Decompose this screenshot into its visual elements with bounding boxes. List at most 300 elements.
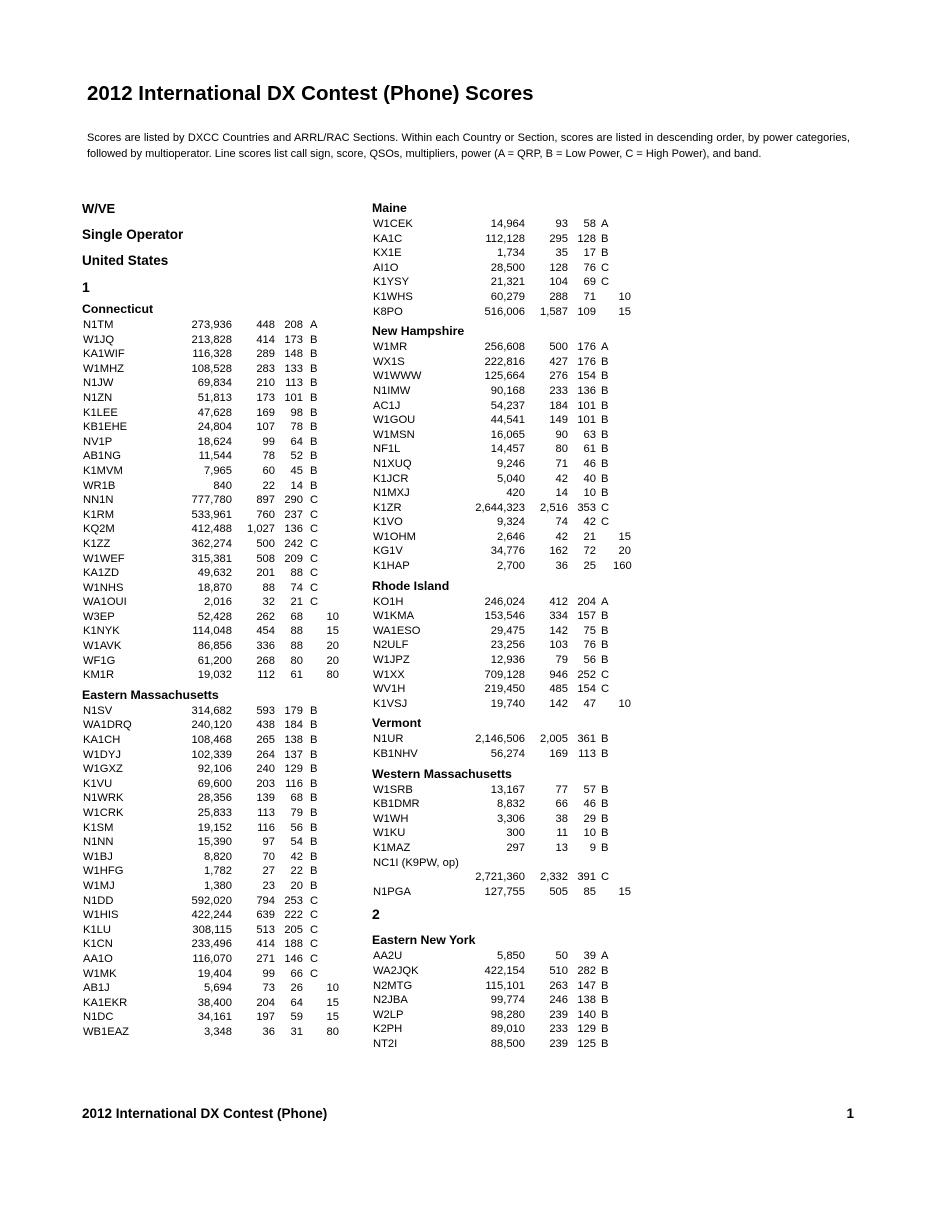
- mult: 10: [583, 487, 596, 500]
- mult: 21: [583, 530, 596, 543]
- call-sign: AA1O: [83, 952, 113, 965]
- score: 108,468: [191, 734, 232, 747]
- score: 5,040: [497, 472, 525, 485]
- qso: 240: [256, 763, 275, 776]
- qso: 760: [256, 508, 275, 521]
- qso: 1,587: [540, 305, 568, 318]
- mult: 76: [583, 261, 596, 274]
- mult: 176: [577, 355, 596, 368]
- power-category: C: [310, 508, 319, 521]
- power-category: B: [310, 362, 318, 375]
- power-category: C: [310, 923, 319, 936]
- score: 314,682: [191, 704, 232, 717]
- power-category: B: [310, 435, 318, 448]
- mult: 88: [290, 625, 303, 638]
- score-row: [82, 347, 344, 362]
- score-row: [82, 996, 344, 1011]
- score-row: [372, 870, 642, 885]
- band: 20: [618, 545, 631, 558]
- call-sign: W1JPZ: [373, 654, 410, 667]
- qso: 1,027: [247, 523, 275, 536]
- call-sign: WX1S: [373, 355, 405, 368]
- score-row: [372, 501, 642, 516]
- mult: 147: [577, 979, 596, 992]
- call-sign: KA1WIF: [83, 348, 125, 361]
- score: 18,870: [197, 581, 232, 594]
- mult: 116: [285, 777, 303, 790]
- call-sign: WF1G: [83, 654, 116, 667]
- footer-title: 2012 International DX Contest (Phone): [82, 1106, 328, 1121]
- score: 2,016: [204, 596, 232, 609]
- score-row: [372, 384, 642, 399]
- score: 44,541: [490, 414, 525, 427]
- qso: 265: [256, 734, 275, 747]
- score-row: [82, 406, 344, 421]
- power-category: C: [601, 683, 610, 696]
- score: 112,128: [485, 232, 525, 245]
- call-sign: N1SV: [83, 704, 113, 717]
- qso: 412: [549, 595, 568, 608]
- qso: 184: [549, 399, 568, 412]
- mult: 209: [284, 552, 303, 565]
- qso: 142: [549, 624, 568, 637]
- qso: 99: [262, 967, 275, 980]
- mult: 17: [583, 247, 596, 260]
- mult: 59: [290, 1011, 303, 1024]
- score-row: [82, 952, 344, 967]
- score-row: [82, 595, 344, 610]
- score: 3,306: [497, 812, 525, 825]
- score: 273,936: [191, 319, 232, 331]
- power-category: B: [601, 610, 609, 623]
- qso: 334: [549, 610, 568, 623]
- mult: 31: [290, 1025, 303, 1038]
- mult: 208: [284, 319, 303, 331]
- power-category: B: [310, 464, 318, 477]
- score: 516,006: [484, 305, 525, 318]
- power-category: B: [601, 798, 609, 811]
- score: 25,833: [197, 807, 232, 819]
- call-sign: WV1H: [373, 683, 406, 696]
- score-row: [82, 937, 344, 952]
- score-row: [82, 908, 344, 923]
- score-row: [372, 486, 642, 501]
- score: 412,488: [191, 523, 232, 536]
- score-row: [372, 885, 642, 900]
- qso: 112: [257, 669, 275, 682]
- call-sign: N1NN: [83, 836, 114, 849]
- score-row: [372, 595, 642, 610]
- call-sign: W1DYJ: [83, 748, 121, 761]
- call-sign: N1MXJ: [373, 487, 410, 500]
- mult: 133: [284, 362, 303, 375]
- score: 60,279: [490, 290, 525, 303]
- score-row: [372, 638, 642, 653]
- qso: 454: [256, 625, 275, 638]
- power-category: C: [601, 276, 610, 289]
- call-sign: K1WHS: [373, 290, 413, 303]
- mult: 56: [290, 821, 303, 834]
- power-category: C: [310, 967, 319, 980]
- call-sign: W1MHZ: [83, 362, 125, 375]
- mult: 148: [284, 348, 303, 361]
- call-sign: KB1EHE: [83, 421, 128, 434]
- mult: 74: [290, 581, 303, 594]
- qso: 2,516: [540, 501, 568, 514]
- call-sign: W1JQ: [83, 333, 115, 346]
- mult: 113: [285, 377, 303, 390]
- power-category: B: [310, 734, 318, 747]
- call-sign: KA1CH: [83, 734, 121, 747]
- score: 38,400: [197, 996, 232, 1009]
- score: 88,500: [490, 1037, 525, 1050]
- score: 422,244: [191, 909, 232, 922]
- score-row: [372, 797, 642, 812]
- call-sign: N1TM: [83, 319, 114, 331]
- call-sign: N1JW: [83, 377, 114, 390]
- power-category: B: [601, 355, 609, 368]
- score-row: [82, 967, 344, 982]
- score: 9,246: [497, 457, 525, 470]
- qso: 268: [256, 654, 275, 667]
- score-row: [372, 841, 642, 856]
- mult: 154: [577, 370, 596, 383]
- qso: 414: [256, 938, 275, 951]
- qso: 22: [262, 479, 275, 492]
- score: 5,850: [497, 950, 525, 963]
- call-sign: W1MR: [373, 341, 408, 354]
- score: 61,200: [197, 654, 232, 667]
- score: 28,356: [197, 792, 232, 805]
- mult: 71: [583, 290, 596, 303]
- call-sign: N2MTG: [373, 979, 413, 992]
- score-row: [82, 479, 344, 494]
- call-sign: K1VSJ: [373, 697, 408, 710]
- left-sections: [82, 301, 344, 1040]
- score-row: [372, 428, 642, 443]
- mult: 45: [290, 464, 303, 477]
- score: 49,632: [197, 567, 232, 580]
- power-category: C: [310, 952, 319, 965]
- score-row: [372, 949, 642, 964]
- call-sign: N1DD: [83, 894, 114, 907]
- score: 69,600: [197, 777, 232, 790]
- heading-region: W/VE: [82, 201, 116, 216]
- right-sections: [372, 200, 642, 1052]
- score-row: [82, 508, 344, 523]
- qso: 113: [257, 807, 275, 819]
- power-category: B: [601, 414, 609, 427]
- score-row: [372, 1022, 642, 1037]
- heading-country: United States: [82, 253, 169, 268]
- mult: 61: [290, 669, 303, 682]
- score: 777,780: [191, 494, 232, 507]
- score-row: [82, 733, 344, 748]
- power-category: B: [601, 472, 609, 485]
- qso: 42: [555, 472, 568, 485]
- score: 2,721,360: [475, 871, 525, 884]
- qso: 510: [549, 964, 568, 977]
- score-row: [372, 515, 642, 530]
- mult: 253: [284, 894, 303, 907]
- mult: 61: [583, 443, 596, 456]
- score: 2,146,506: [475, 733, 525, 746]
- score: 1,380: [204, 879, 232, 892]
- qso: 513: [256, 923, 275, 936]
- score-row: [372, 609, 642, 624]
- mult: 9: [589, 841, 596, 854]
- score-row: [82, 624, 344, 639]
- call-sign: W1OHM: [373, 530, 416, 543]
- power-category: C: [310, 494, 319, 507]
- call-sign: KB1NHV: [373, 748, 418, 760]
- call-sign: K1MAZ: [373, 841, 411, 854]
- power-category: B: [310, 421, 318, 434]
- call-sign: W1KU: [373, 827, 406, 840]
- score-row: [372, 217, 642, 232]
- score-row: [372, 305, 642, 320]
- qso: 93: [555, 218, 568, 230]
- mult: 136: [284, 523, 303, 536]
- mult: 205: [284, 923, 303, 936]
- mult: 63: [583, 428, 596, 441]
- qso: 66: [555, 798, 568, 811]
- call-sign: W1MK: [83, 967, 117, 980]
- qso: 239: [549, 1008, 568, 1021]
- qso: 794: [256, 894, 275, 907]
- power-category: B: [310, 879, 318, 892]
- score-row: [82, 1025, 344, 1040]
- qso: 73: [262, 982, 275, 995]
- band: 15: [618, 885, 631, 898]
- power-category: B: [601, 487, 609, 500]
- score: 153,546: [484, 610, 525, 623]
- qso: 289: [256, 348, 275, 361]
- score-row: [82, 835, 344, 850]
- score: 24,804: [197, 421, 232, 434]
- power-category: C: [310, 909, 319, 922]
- qso: 36: [555, 560, 568, 573]
- power-category: C: [310, 894, 319, 907]
- band: 10: [326, 610, 339, 623]
- score: 116,328: [192, 348, 232, 361]
- call-sign: AB1NG: [83, 450, 121, 463]
- power-category: B: [601, 1023, 609, 1036]
- score-row: [372, 993, 642, 1008]
- power-category: B: [310, 333, 318, 346]
- call-sign: WA2JQK: [373, 964, 419, 977]
- mult: 46: [583, 798, 596, 811]
- score-row: [372, 1008, 642, 1023]
- power-category: B: [601, 783, 609, 796]
- power-category: B: [310, 704, 318, 717]
- mult: 136: [577, 384, 596, 397]
- score: 1,782: [204, 865, 232, 878]
- score: 246,024: [484, 595, 525, 608]
- mult: 10: [583, 827, 596, 840]
- qso: 128: [549, 261, 568, 274]
- score-row: [82, 318, 344, 333]
- mult: 79: [290, 807, 303, 819]
- mult: 39: [583, 950, 596, 963]
- qso: 77: [555, 783, 568, 796]
- qso: 27: [262, 865, 275, 878]
- qso: 283: [256, 362, 275, 375]
- power-category: B: [601, 399, 609, 412]
- score: 54,237: [490, 399, 525, 412]
- mult: 40: [583, 472, 596, 485]
- mult: 88: [290, 640, 303, 653]
- mult: 237: [284, 508, 303, 521]
- mult: 109: [577, 305, 596, 318]
- mult: 146: [284, 952, 303, 965]
- power-category: C: [601, 516, 610, 529]
- mult: 68: [290, 792, 303, 805]
- power-category: B: [601, 384, 609, 397]
- qso: 74: [555, 516, 568, 529]
- score: 308,115: [192, 923, 232, 936]
- call-sign: W1CRK: [83, 807, 124, 819]
- score: 315,381: [191, 552, 232, 565]
- score: 21,321: [490, 276, 525, 289]
- score-row: [372, 812, 642, 827]
- score: 116,070: [192, 952, 232, 965]
- score: 709,128: [484, 668, 525, 681]
- call-sign: N1IMW: [373, 384, 411, 397]
- score: 114,048: [192, 625, 232, 638]
- call-sign: NF1L: [373, 443, 401, 456]
- call-sign: K1NYK: [83, 625, 120, 638]
- score: 8,832: [497, 798, 525, 811]
- score-row: [82, 777, 344, 792]
- call-sign: N1XUQ: [373, 457, 412, 470]
- power-category: B: [310, 821, 318, 834]
- score-row: [372, 413, 642, 428]
- band: 10: [618, 697, 631, 710]
- power-category: B: [310, 406, 318, 419]
- power-category: B: [601, 457, 609, 470]
- score: 213,828: [191, 333, 232, 346]
- qso: 90: [555, 428, 568, 441]
- band: 15: [326, 996, 339, 1009]
- call-sign: K1VO: [373, 516, 403, 529]
- qso: 336: [256, 640, 275, 653]
- mult: 85: [583, 885, 596, 898]
- qso: 103: [549, 639, 568, 652]
- band: 15: [618, 530, 631, 543]
- call-sign: NC1I (K9PW, op): [373, 856, 459, 869]
- power-category: B: [310, 836, 318, 849]
- power-category: B: [601, 247, 609, 260]
- score-row: [82, 791, 344, 806]
- power-category: B: [310, 391, 318, 404]
- qso: 246: [549, 994, 568, 1007]
- band: 20: [326, 640, 339, 653]
- band: 15: [326, 625, 339, 638]
- score-row: [372, 783, 642, 798]
- power-category: B: [310, 479, 318, 492]
- score-row: [372, 457, 642, 472]
- call-sign: N2JBA: [373, 994, 408, 1007]
- section-heading-vermont: Vermont: [372, 716, 422, 731]
- mult: 222: [284, 909, 303, 922]
- score: 86,856: [197, 640, 232, 653]
- call-sign: K1ZZ: [83, 537, 111, 550]
- power-category: C: [310, 581, 319, 594]
- score-row: [82, 923, 344, 938]
- score-row: [82, 464, 344, 479]
- mult: 69: [583, 276, 596, 289]
- power-category: B: [601, 733, 609, 746]
- call-sign: NV1P: [83, 435, 113, 448]
- power-category: B: [601, 827, 609, 840]
- call-sign: WA1ESO: [373, 624, 421, 637]
- call-sign: W1GXZ: [83, 763, 123, 776]
- section-heading-western-massachusetts: Western Massachusetts: [372, 766, 512, 781]
- qso: 11: [556, 827, 568, 840]
- qso: 500: [256, 537, 275, 550]
- score-row: [82, 654, 344, 669]
- score: 840: [213, 479, 232, 492]
- power-category: A: [601, 218, 609, 230]
- call-sign: W1WEF: [83, 552, 125, 565]
- call-sign: W1CEK: [373, 218, 413, 230]
- score-row: [372, 369, 642, 384]
- power-category: B: [310, 763, 318, 776]
- qso: 593: [256, 704, 275, 717]
- score-row: [82, 850, 344, 865]
- call-sign: KM1R: [83, 669, 115, 682]
- power-category: C: [601, 501, 610, 514]
- mult: 154: [577, 683, 596, 696]
- page-title: 2012 International DX Contest (Phone) Scores: [87, 82, 534, 105]
- qso: 14: [555, 487, 568, 500]
- mult: 129: [577, 1023, 596, 1036]
- section-heading-maine: Maine: [372, 201, 407, 215]
- qso: 107: [256, 421, 275, 434]
- score-row: [372, 624, 642, 639]
- qso: 104: [549, 276, 568, 289]
- band: 10: [326, 982, 339, 995]
- qso: 80: [555, 443, 568, 456]
- call-sign: W1WWW: [373, 370, 422, 383]
- mult: 101: [577, 414, 596, 427]
- power-category: B: [310, 748, 318, 761]
- score: 99,774: [490, 994, 525, 1007]
- call-sign: NN1N: [83, 494, 114, 507]
- power-category: C: [601, 261, 610, 274]
- score: 102,339: [191, 748, 232, 761]
- call-sign: W1BJ: [83, 850, 113, 863]
- mult: 66: [290, 967, 303, 980]
- mult: 173: [284, 333, 303, 346]
- mult: 242: [284, 537, 303, 550]
- call-sign: WA1OUI: [83, 596, 127, 609]
- score: 34,161: [197, 1011, 232, 1024]
- qso: 276: [549, 370, 568, 383]
- score: 15,390: [197, 836, 232, 849]
- score-row: [372, 472, 642, 487]
- call-sign: KA1C: [373, 232, 403, 245]
- mult: 128: [577, 232, 596, 245]
- call-sign: K1RM: [83, 508, 115, 521]
- mult: 188: [284, 938, 303, 951]
- power-category: C: [310, 567, 319, 580]
- call-sign: W1HFG: [83, 865, 124, 878]
- score: 592,020: [191, 894, 232, 907]
- qso: 414: [256, 333, 275, 346]
- call-sign: W1KMA: [373, 610, 415, 623]
